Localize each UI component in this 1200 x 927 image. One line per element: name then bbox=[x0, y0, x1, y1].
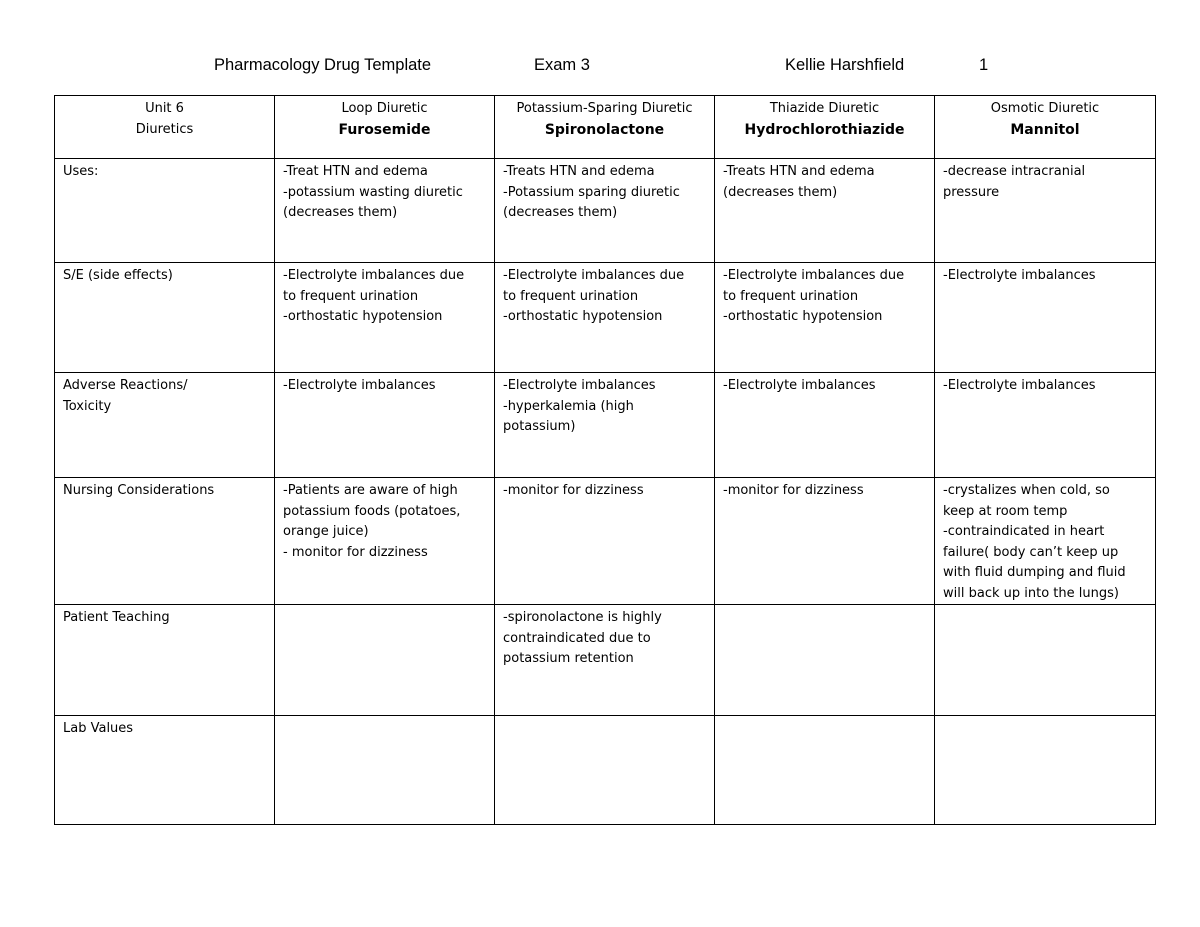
row-label bbox=[55, 263, 275, 373]
cell-line: -Patients are aware of high bbox=[283, 483, 458, 498]
exam-label: Exam 3 bbox=[534, 56, 590, 74]
row-label-line: Nursing Considerations bbox=[63, 483, 215, 498]
drug-class: Osmotic Diuretic bbox=[990, 101, 1100, 116]
drug-template-table bbox=[54, 95, 1156, 825]
table-cell bbox=[935, 478, 1156, 605]
table-row-patient-teaching bbox=[55, 605, 1156, 716]
drug-name: Hydrochlorothiazide bbox=[744, 121, 905, 138]
row-label-line: Uses: bbox=[63, 164, 99, 179]
cell-line: -Electrolyte imbalances bbox=[503, 378, 656, 393]
row-label bbox=[55, 373, 275, 478]
cell-line: with fluid dumping and fluid bbox=[943, 565, 1126, 580]
row-label bbox=[55, 159, 275, 263]
cell-line: -Electrolyte imbalances bbox=[283, 378, 436, 393]
unit-label: Unit 6 bbox=[145, 101, 184, 116]
table-row-uses bbox=[55, 159, 1156, 263]
cell-line: -contraindicated in heart bbox=[943, 524, 1105, 539]
document-header bbox=[0, 56, 1200, 80]
cell-line: -monitor for dizziness bbox=[503, 483, 644, 498]
table-cell bbox=[715, 478, 935, 605]
cell-line: -Treats HTN and edema bbox=[723, 164, 875, 179]
cell-line: -hyperkalemia (high bbox=[503, 398, 634, 414]
table-cell bbox=[495, 373, 715, 478]
row-label bbox=[55, 716, 275, 825]
table-cell bbox=[935, 373, 1156, 478]
row-label-line: Adverse Reactions/ bbox=[63, 378, 188, 393]
drug-name: Spironolactone bbox=[544, 121, 665, 138]
cell-line: to frequent urination bbox=[723, 288, 859, 304]
cell-line: -spironolactone is highly bbox=[503, 610, 662, 625]
drug-name: Furosemide bbox=[338, 121, 431, 138]
column-header-hydrochlorothiazide bbox=[715, 96, 935, 159]
table-cell bbox=[715, 263, 935, 373]
cell-line: -monitor for dizziness bbox=[723, 483, 864, 498]
table-row-lab-values bbox=[55, 716, 1156, 825]
cell-line: -Treats HTN and edema bbox=[503, 164, 655, 179]
drug-name: Mannitol bbox=[1010, 121, 1080, 138]
row-label bbox=[55, 605, 275, 716]
cell-line: -orthostatic hypotension bbox=[503, 309, 663, 324]
row-label-line: Lab Values bbox=[63, 721, 134, 736]
table-cell bbox=[275, 716, 495, 825]
cell-line: -Electrolyte imbalances bbox=[943, 268, 1096, 283]
table-cell bbox=[715, 716, 935, 825]
cell-line: (decreases them) bbox=[723, 184, 838, 200]
cell-line: - monitor for dizziness bbox=[283, 544, 428, 560]
table-cell bbox=[275, 605, 495, 716]
table-cell bbox=[275, 159, 495, 263]
table-header-row bbox=[55, 96, 1156, 159]
cell-line: will back up into the lungs) bbox=[943, 585, 1119, 601]
table-cell bbox=[495, 159, 715, 263]
table-cell bbox=[495, 716, 715, 825]
table-cell bbox=[715, 159, 935, 263]
column-header-spironolactone bbox=[495, 96, 715, 159]
author-name: Kellie Harshfield bbox=[785, 56, 905, 74]
table-cell bbox=[715, 605, 935, 716]
row-label bbox=[55, 478, 275, 605]
column-header-mannitol bbox=[935, 96, 1156, 159]
cell-line: -Electrolyte imbalances bbox=[943, 378, 1096, 393]
cell-line: -Electrolyte imbalances bbox=[723, 378, 876, 393]
table-cell bbox=[275, 373, 495, 478]
cell-line: -crystalizes when cold, so bbox=[943, 483, 1110, 498]
unit-topic: Diuretics bbox=[135, 121, 194, 137]
cell-line: orange juice) bbox=[283, 524, 369, 539]
cell-line: potassium) bbox=[503, 419, 576, 434]
cell-line: failure( body can’t keep up bbox=[943, 544, 1119, 560]
row-label-line: Toxicity bbox=[63, 398, 112, 414]
drug-class: Thiazide Diuretic bbox=[769, 101, 880, 116]
cell-line: contraindicated due to bbox=[503, 630, 651, 646]
cell-line: to frequent urination bbox=[503, 288, 639, 304]
row-label-line: S/E (side effects) bbox=[63, 268, 173, 283]
table-cell bbox=[715, 373, 935, 478]
cell-line: -decrease intracranial bbox=[943, 164, 1086, 179]
cell-line: -Potassium sparing diuretic bbox=[503, 184, 680, 200]
table-cell bbox=[275, 478, 495, 605]
table-cell bbox=[495, 605, 715, 716]
document-title: Pharmacology Drug Template bbox=[214, 56, 432, 74]
cell-line: -potassium wasting diuretic bbox=[283, 184, 463, 200]
cell-line: -Electrolyte imbalances due bbox=[503, 268, 685, 283]
cell-line: potassium retention bbox=[503, 651, 634, 666]
row-label-line: Patient Teaching bbox=[63, 610, 170, 625]
cell-line: -orthostatic hypotension bbox=[723, 309, 883, 324]
drug-class: Loop Diuretic bbox=[341, 101, 428, 116]
cell-line: -Electrolyte imbalances due bbox=[723, 268, 905, 283]
table-cell bbox=[935, 159, 1156, 263]
table-cell bbox=[495, 263, 715, 373]
table-cell bbox=[275, 263, 495, 373]
table-row-adverse-reactions bbox=[55, 373, 1156, 478]
cell-line: -orthostatic hypotension bbox=[283, 309, 443, 324]
table-cell bbox=[935, 716, 1156, 825]
table-cell bbox=[935, 263, 1156, 373]
corner-cell bbox=[55, 96, 275, 159]
table-row-side-effects bbox=[55, 263, 1156, 373]
cell-line: (decreases them) bbox=[503, 205, 618, 220]
table-cell bbox=[495, 478, 715, 605]
cell-line: (decreases them) bbox=[283, 205, 398, 220]
cell-line: to frequent urination bbox=[283, 288, 419, 304]
table-row-nursing-considerations bbox=[55, 478, 1156, 605]
cell-line: -Electrolyte imbalances due bbox=[283, 268, 465, 283]
drug-class: Potassium-Sparing Diuretic bbox=[516, 101, 693, 116]
table-cell bbox=[935, 605, 1156, 716]
cell-line: pressure bbox=[943, 184, 1000, 200]
cell-line: -Treat HTN and edema bbox=[283, 164, 428, 179]
page-number: 1 bbox=[979, 56, 989, 74]
column-header-furosemide bbox=[275, 96, 495, 159]
cell-line: keep at room temp bbox=[943, 503, 1068, 519]
cell-line: potassium foods (potatoes, bbox=[283, 503, 461, 519]
